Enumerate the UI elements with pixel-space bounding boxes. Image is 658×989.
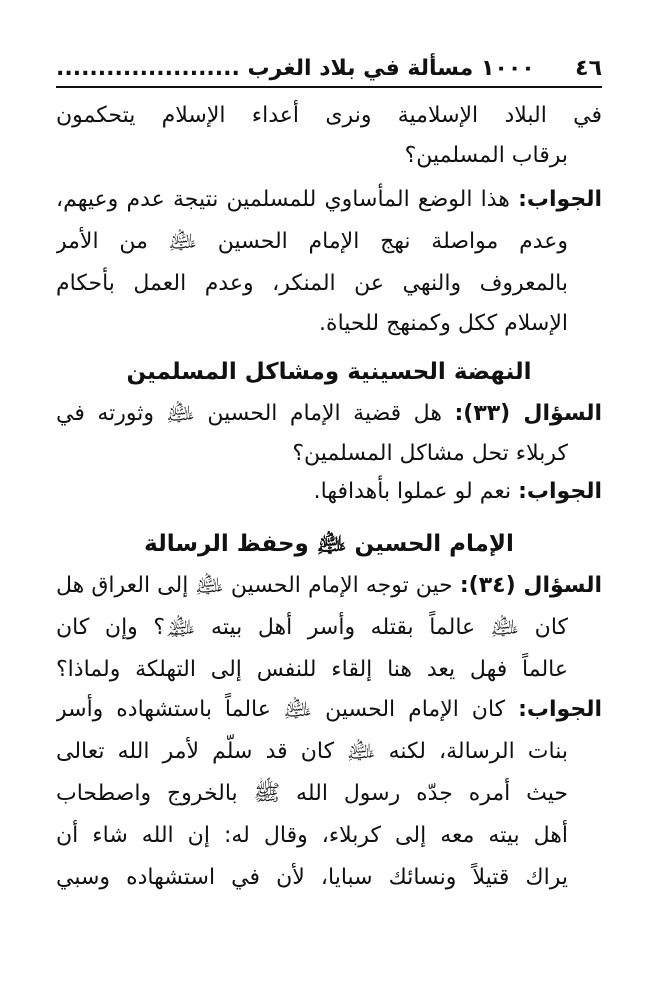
question-line: السؤال (٣٣): هل قضية الإمام الحسين ﵇ وثورته في	[56, 401, 602, 426]
body-line: أهل بيته معه إلى كربلاء، وقال له: إن الله شاء أن	[56, 823, 568, 848]
answer-label: الجواب:	[518, 187, 602, 212]
answer-line: الجواب: كان الإمام الحسين ﵇ عالماً باستشهاده وأسر	[56, 697, 602, 722]
question-line: السؤال (٣٤): حين توجه الإمام الحسين ﵇ إلى العراق هل	[56, 573, 602, 598]
body-line: بنات الرسالة، لكنه ﵇ كان قد سلّم لأمر الله تعالى	[56, 739, 568, 764]
body-line: وعدم مواصلة نهج الإمام الحسين ﵇ من الأمر	[56, 229, 568, 254]
body-line: الإسلام ككل وكمنهج للحياة.	[319, 311, 568, 336]
section-heading: النهضة الحسينية ومشاكل المسلمين	[126, 359, 532, 385]
body-line: بالمعروف والنهي عن المنكر، وعدم العمل بأحكام	[56, 271, 568, 296]
body-line: عالماً فهل يعد هنا إلقاء للنفس إلى التهلكة ولماذا؟	[56, 657, 568, 682]
running-title: ١٠٠٠ مسألة في بلاد الغرب ......................	[56, 56, 535, 81]
question-label: السؤال (٣٣):	[454, 401, 602, 426]
section-heading: الإمام الحسين ﵇ وحفظ الرسالة	[144, 531, 514, 557]
body-line: كان ﵇ عالماً بقتله وأسر أهل بيته ﵈؟ وإن كان	[56, 615, 568, 640]
body-line: حيث أمره جدّه رسول الله ﷺ بالخروج واصطحاب	[56, 781, 568, 806]
page-number: ٤٦	[575, 56, 602, 81]
body-line: كربلاء تحل مشاكل المسلمين؟	[292, 441, 568, 466]
body-line: في البلاد الإسلامية ونرى أعداء الإسلام يتحكمون	[56, 103, 602, 128]
question-label: السؤال (٣٤):	[459, 573, 602, 598]
answer-label: الجواب:	[518, 479, 602, 504]
page-header	[56, 52, 602, 88]
body-line: يراك قتيلاً ونسائك سبايا، لأن في استشهاده وسبي	[56, 865, 568, 890]
answer-label: الجواب:	[518, 697, 602, 722]
body-line: برقاب المسلمين؟	[404, 143, 568, 168]
answer-line: الجواب: نعم لو عملوا بأهدافها.	[313, 479, 602, 504]
answer-line: الجواب: هذا الوضع المأساوي للمسلمين نتيجة عدم وعيهم،	[56, 187, 602, 212]
